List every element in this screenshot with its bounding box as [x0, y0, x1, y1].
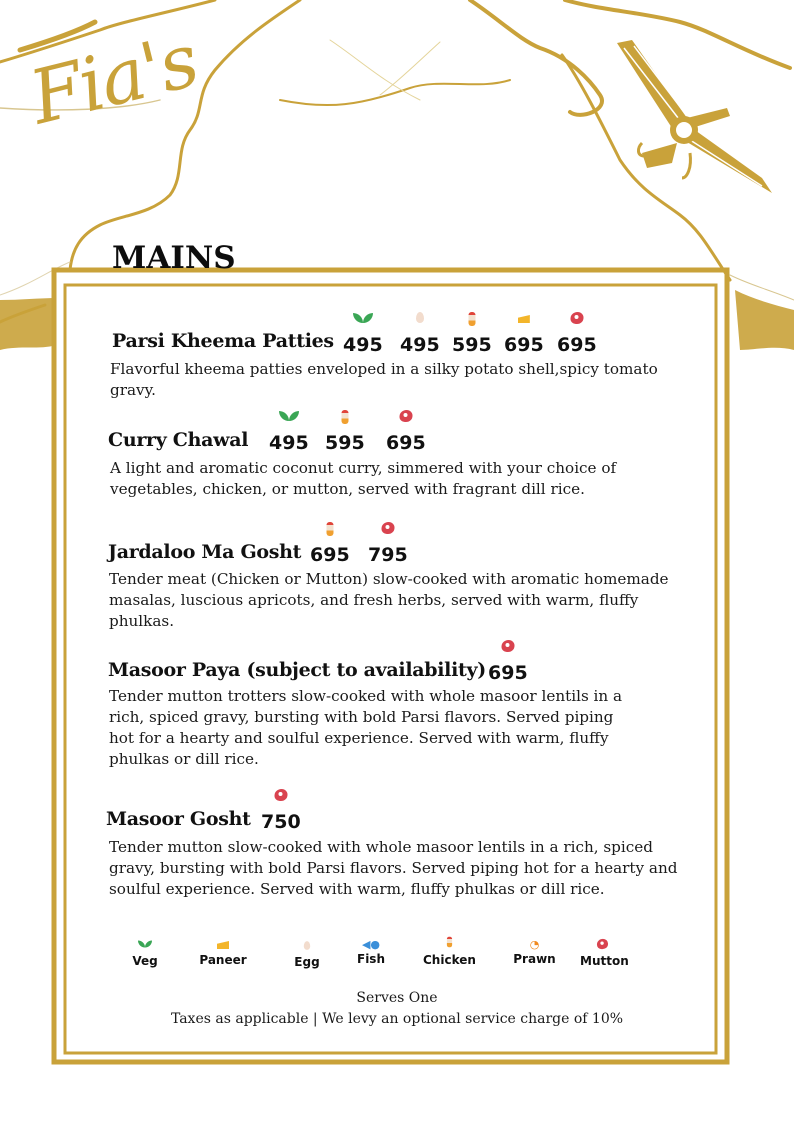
paneer-icon [518, 312, 530, 326]
legend-chicken: Chicken [423, 935, 475, 967]
menu-item-name: Masoor Paya (subject to availability) [108, 659, 486, 681]
mutton-icon [501, 640, 514, 655]
mutton-icon [399, 410, 412, 425]
taxes-note: Taxes as applicable | We levy an optional service charge of 10% [170, 1011, 624, 1027]
menu-item-description: Tender meat (Chicken or Mutton) slow-cooked with aromatic homemade masalas, luscious apricots, and fresh herbs, served with warm, fluffy phulkas. [109, 570, 669, 630]
legend-prawn: ◔ Prawn [513, 938, 556, 966]
chicken-icon [326, 522, 333, 539]
menu-item-description: Tender mutton trotters slow-cooked with whole masoor lentils in a rich, spiced gravy, bursting with bold Parsi flavors. Served piping hot for a hearty and soulful experience. Served with warm, fluffy phulkas or dill rice. [109, 687, 623, 768]
chicken-icon [423, 935, 475, 951]
veg-icon [279, 410, 299, 425]
chicken-icon [341, 410, 348, 427]
price-egg: 495 [400, 334, 440, 356]
price-mutton: 695 [557, 334, 597, 356]
price-veg: 495 [343, 334, 383, 356]
menu-item-name: Masoor Gosht [106, 808, 251, 830]
mutton-icon [381, 522, 394, 537]
legend-mutton: Mutton [580, 938, 625, 968]
fish-icon: ◀● [361, 938, 381, 951]
price-mutton: 695 [488, 662, 528, 684]
price-mutton: 695 [386, 432, 426, 454]
price-paneer: 695 [504, 334, 544, 356]
brand-logo: Fia's [22, 17, 206, 142]
mutton-icon [580, 938, 625, 952]
price-chicken: 595 [325, 432, 365, 454]
serves-note: Serves One [356, 990, 438, 1006]
menu-item-description: Tender mutton slow-cooked with whole masoor lentils in a rich, spiced gravy, bursting with bold Parsi flavors. Served piping hot for a hearty and soulful experience. Served with warm, fluffy phulkas or dill rice. [109, 838, 678, 898]
legend-egg: Egg [292, 940, 322, 969]
price-veg: 495 [269, 432, 309, 454]
paneer-icon [198, 940, 248, 951]
menu-item-name: Curry Chawal [108, 429, 249, 451]
egg-icon [292, 940, 322, 953]
veg-icon [130, 938, 160, 952]
mutton-icon [570, 312, 583, 327]
egg-icon [416, 312, 424, 326]
legend-paneer: Paneer [198, 940, 248, 967]
page-title: MAINS [112, 240, 236, 276]
price-chicken: 595 [452, 334, 492, 356]
veg-icon [353, 312, 373, 327]
menu-item-description: A light and aromatic coconut curry, simmered with your choice of vegetables, chicken, or mutton, served with fragrant dill rice. [110, 459, 617, 498]
prawn-icon: ◔ [529, 938, 540, 951]
faravahar-emblem-icon [612, 38, 782, 198]
menu-item-description: Flavorful kheema patties enveloped in a silky potato shell,spicy tomato gravy. [110, 360, 658, 399]
mutton-icon [274, 789, 287, 804]
chicken-icon [468, 312, 475, 329]
price-mutton: 795 [368, 544, 408, 566]
legend-veg: Veg [130, 938, 160, 968]
menu-item-name: Jardaloo Ma Gosht [108, 541, 302, 563]
menu-item-name: Parsi Kheema Patties [112, 330, 334, 352]
price-chicken: 695 [310, 544, 350, 566]
price-mutton: 750 [261, 811, 301, 833]
legend-fish: ◀● Fish [357, 938, 385, 966]
